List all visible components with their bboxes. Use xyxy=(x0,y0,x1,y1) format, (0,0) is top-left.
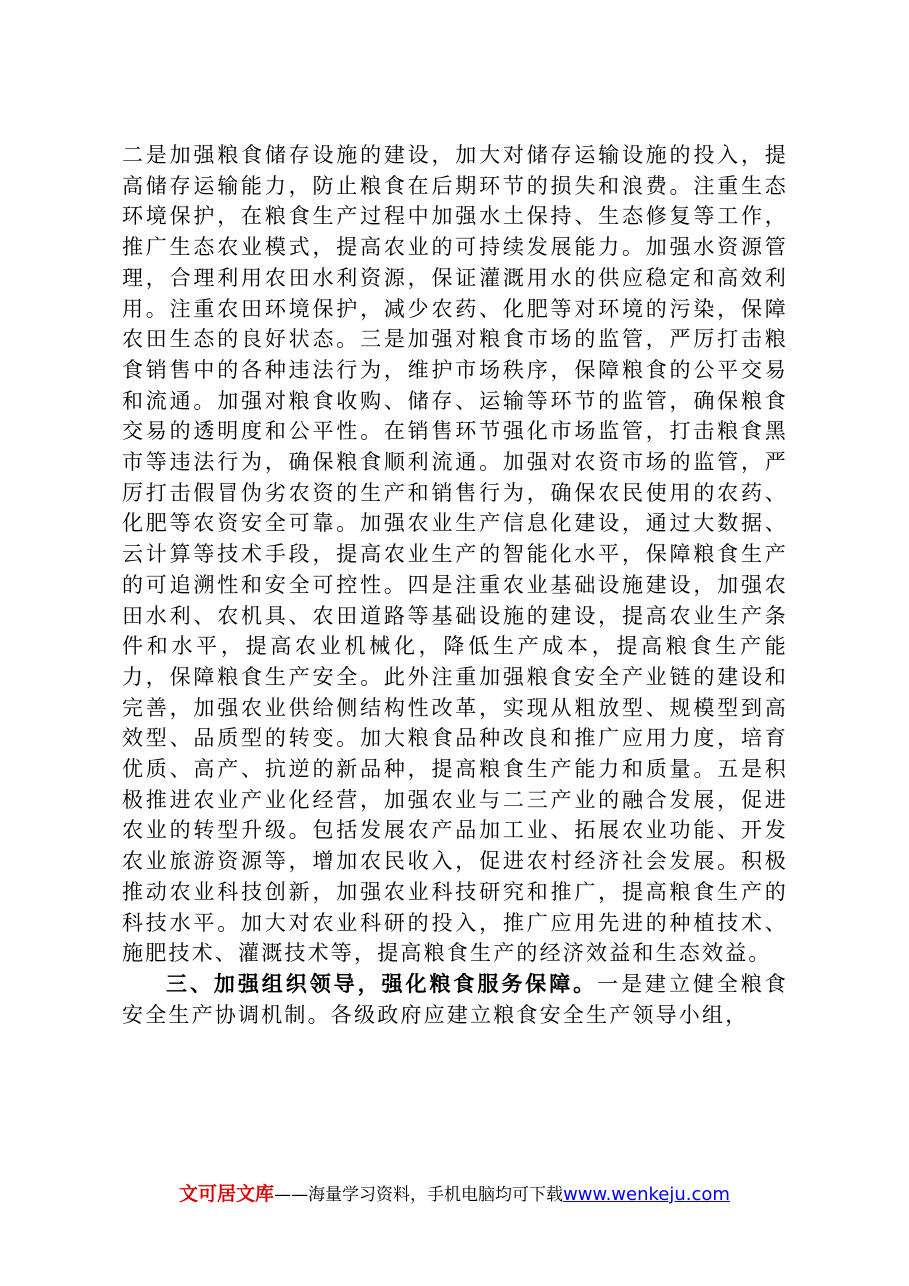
paragraph-text: 一是建立健全粮食安全生产协调机制。各级政府应建立粮食安全生产领导小组， xyxy=(122,971,788,1027)
footer-brand: 文可居文库 xyxy=(179,1183,275,1205)
section-paragraph xyxy=(122,969,788,1030)
footer-banner xyxy=(0,1180,909,1209)
document-body xyxy=(122,140,788,1030)
footer-tagline: ——海量学习资料，手机电脑均可下载 xyxy=(274,1185,564,1205)
paragraph-text: 二是加强粮食储存设施的建设，加大对储存运输设施的投入，提高储存运输能力，防止粮食在后期环节的损失和浪费。注重生态环境保护，在粮食生产过程中加强水土保持、生态修复等工作，推广生态农业模式，提高农业的可持续发展能力。加强水资源管理，合理利用农田水利资源，保证灌溉用水的供应稳定和高效利用。注重农田环境保护，减少农药、化肥等对环境的污染，保障农田生态的良好状态。三是加强对粮食市场的监管，严厉打击粮食销售中的各种违法行为，维护市场秩序，保障粮食的公平交易和流通。加强对粮食收购、储存、运输等环节的监管，确保粮食交易的透明度和公平性。在销售环节强化市场监管，打击粮食黑市等违法行为，确保粮食顺利流通。加强对农资市场的监管，严厉打击假冒伪劣农资的生产和销售行为，确保农民使用的农药、化肥等农资安全可靠。加强农业生产信息化建设，通过大数据、云计算等技术手段，提高农业生产的智能化水平，保障粮食生产的可追溯性和安全可控性。四是注重农业基础设施建设，加强农田水利、农机具、农田道路等基础设施的建设，提高农业生产条件和水平，提高农业机械化，降低生产成本，提高粮食生产能力，保障粮食生产安全。此外注重加强粮食安全产业链的建设和完善，加强农业供给侧结构性改革，实现从粗放型、规模型到高效型、品质型的转变。加大粮食品种改良和推广应用力度，培育优质、高产、抗逆的新品种，提高粮食生产能力和质量。五是积极推进农业产业化经营，加强农业与二三产业的融合发展，促进农业的转型升级。包括发展农产品加工业、拓展农业功能、开发农业旅游资源等，增加农民收入，促进农村经济社会发展。积极推动农业科技创新，加强农业科技研究和推广，提高粮食生产的科技水平。加大对农业科研的投入，推广应用先进的种植技术、施肥技术、灌溉技术等，提高粮食生产的经济效益和生态效益。 xyxy=(122,143,788,966)
body-paragraph xyxy=(122,140,788,969)
footer-website-link[interactable]: www.wenkeju.com xyxy=(563,1184,730,1205)
section-heading: 三、加强组织领导，强化粮食服务保障。 xyxy=(166,970,598,996)
